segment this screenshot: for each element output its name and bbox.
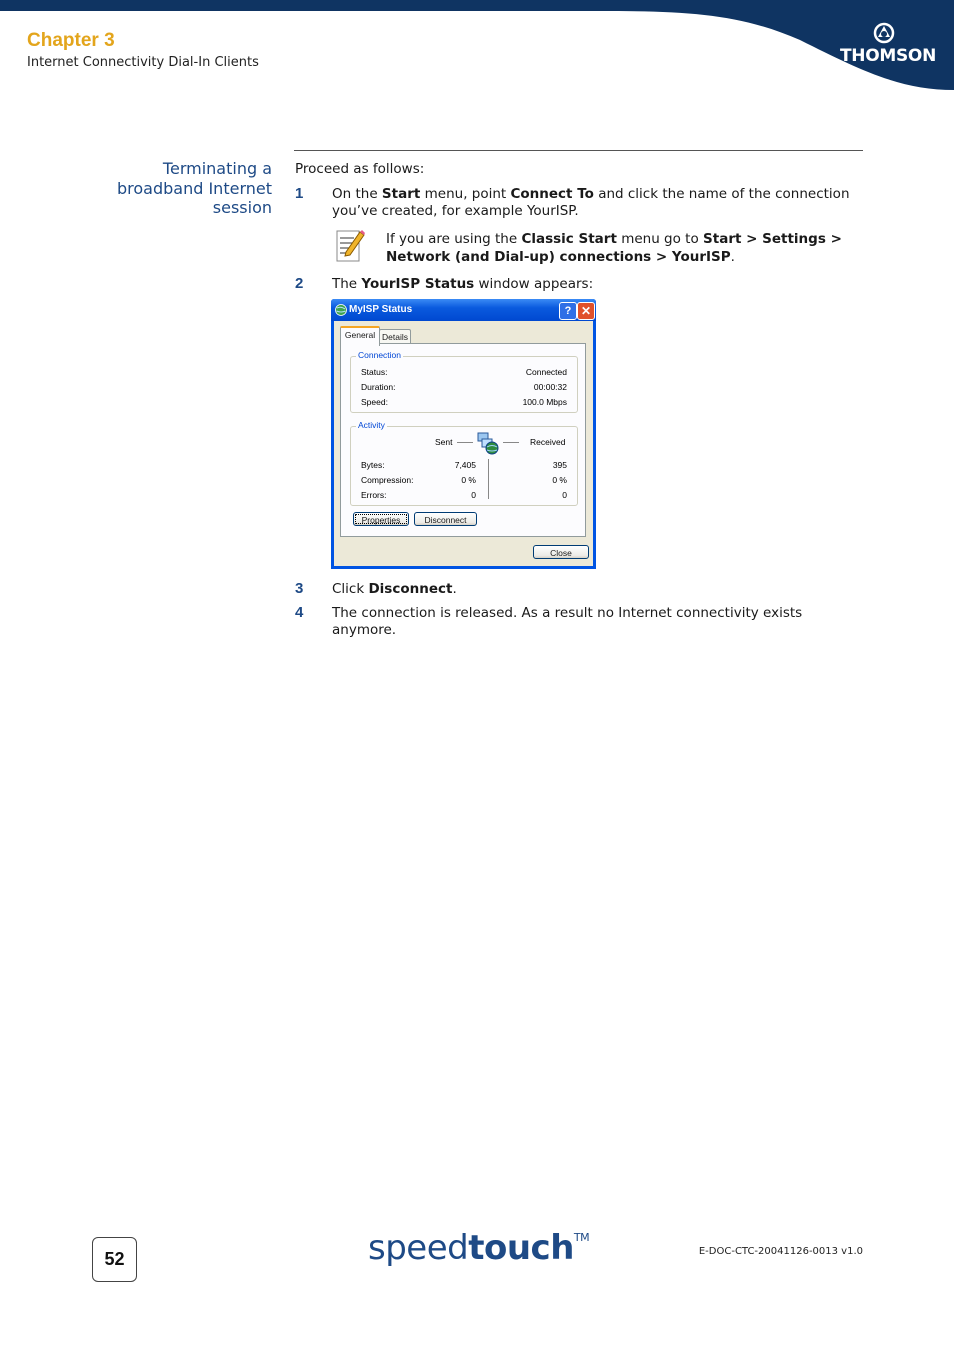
status-value: Connected (525, 367, 567, 377)
bytes-label: Bytes: (361, 460, 385, 470)
intro-text: Proceed as follows: (295, 161, 425, 177)
disconnect-button[interactable]: Disconnect (414, 512, 477, 526)
sent-label: Sent (435, 437, 453, 447)
errors-received: 0 (562, 490, 567, 500)
connection-group (350, 350, 578, 413)
bytes-sent: 7,405 (454, 460, 476, 470)
step-text: The connection is released. As a result no Internet connectivity exists anymore. (332, 605, 803, 638)
tab-panel (340, 343, 586, 537)
connection-legend: Connection (358, 350, 402, 360)
compression-sent: 0 % (461, 475, 476, 485)
errors-sent: 0 (471, 490, 476, 500)
help-button[interactable]: ? (559, 302, 577, 320)
network-activity-icon (476, 431, 500, 455)
step-text: The YourISP Status window appears: (332, 276, 594, 292)
network-globe-icon (335, 304, 347, 316)
document-reference: E-DOC-CTC-20041126-0013 v1.0 (698, 1246, 863, 1257)
tab-general[interactable]: General (340, 326, 380, 346)
compression-received: 0 % (552, 475, 567, 485)
section-heading-line: Terminating a (162, 159, 272, 178)
window-close-button[interactable]: ✕ (577, 302, 595, 320)
speedtouch-logo: speedtouch™ (368, 1228, 590, 1268)
section-divider (294, 150, 863, 151)
page-number: 52 (92, 1237, 137, 1282)
speed-label: Speed: (361, 397, 388, 407)
note-pencil-icon (336, 228, 366, 264)
note-text: If you are using the Classic Start menu go to Start > Settings > Network (and Dial-up) connections > YourISP. (386, 231, 842, 265)
section-heading-line: broadband Internet (116, 178, 272, 198)
activity-group (350, 420, 578, 506)
status-label: Status: (361, 367, 388, 377)
step-text: On the Start menu, point Connect To and click the name of the connection you’ve created, for example YourISP. (332, 186, 850, 219)
brand-name: THOMSON (840, 46, 937, 66)
duration-value: 00:00:32 (533, 382, 567, 392)
chapter-title: Chapter 3 (27, 30, 115, 51)
step-number: 2 (295, 275, 304, 292)
errors-label: Errors: (361, 490, 387, 500)
step-number: 4 (295, 604, 304, 621)
step-number: 3 (295, 580, 304, 597)
compression-label: Compression: (361, 475, 414, 485)
bytes-received: 395 (552, 460, 567, 470)
step-number: 1 (295, 185, 304, 202)
isp-status-dialog (331, 299, 596, 569)
section-heading (100, 159, 272, 218)
activity-divider (488, 459, 489, 499)
thomson-logo-icon (873, 22, 895, 44)
received-line (503, 442, 519, 443)
chapter-subtitle: Internet Connectivity Dial-In Clients (27, 55, 259, 70)
duration-label: Duration: (361, 382, 396, 392)
received-label: Received (530, 437, 566, 447)
dialog-body (334, 321, 593, 566)
dialog-titlebar[interactable] (331, 299, 596, 321)
dialog-title: MyISP Status (349, 304, 413, 315)
activity-legend: Activity (358, 420, 385, 430)
step-text: Click Disconnect. (332, 581, 457, 597)
tab-details[interactable]: Details (379, 329, 411, 345)
section-heading-line: session (212, 198, 272, 217)
header-banner (0, 0, 954, 95)
properties-button[interactable]: Properties (353, 512, 409, 526)
speed-value: 100.0 Mbps (522, 397, 567, 407)
sent-line (457, 442, 473, 443)
close-button[interactable]: Close (533, 545, 589, 559)
